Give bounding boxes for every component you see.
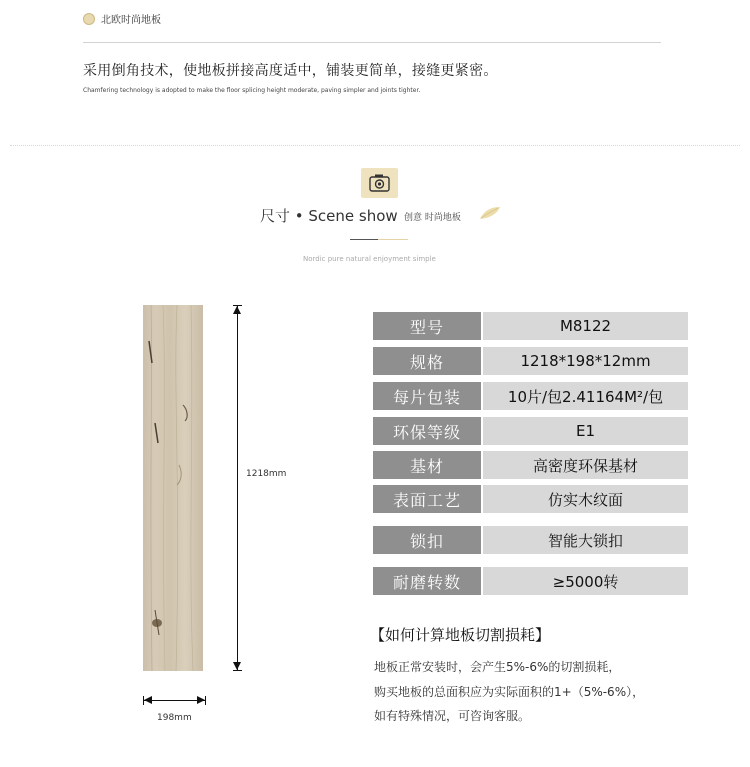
calc-title: 【如何计算地板切割损耗】 bbox=[370, 626, 551, 644]
calc-line: 地板正常安装时，会产生5%-6%的切割损耗， bbox=[374, 660, 621, 674]
arrow-up-icon bbox=[233, 306, 241, 314]
camera-icon bbox=[369, 173, 390, 192]
spec-value: 仿实木纹面 bbox=[483, 485, 688, 513]
spec-value: 1218*198*12mm bbox=[483, 347, 688, 375]
intro-text-cn: 采用倒角技术，使地板拼接高度适中，铺装更简单，接缝更紧密。 bbox=[83, 63, 498, 79]
spec-value: M8122 bbox=[483, 312, 688, 340]
spec-label: 锁扣 bbox=[373, 526, 481, 554]
brand-label: 北欧时尚地板 bbox=[101, 15, 161, 26]
spec-value: E1 bbox=[483, 417, 688, 445]
spec-label: 耐磨转数 bbox=[373, 567, 481, 595]
spec-label: 规格 bbox=[373, 347, 481, 375]
length-dimension-line bbox=[237, 306, 238, 670]
spec-row-substrate bbox=[373, 451, 688, 479]
spec-label: 每片包装 bbox=[373, 382, 481, 410]
spec-value: ≥5000转 bbox=[483, 567, 688, 595]
spec-label: 基材 bbox=[373, 451, 481, 479]
arrow-right-icon bbox=[197, 696, 205, 704]
length-label: 1218mm bbox=[246, 469, 287, 479]
spec-row-size bbox=[373, 347, 688, 375]
width-dimension-cap-right bbox=[205, 696, 206, 705]
spec-row-surface bbox=[373, 485, 688, 513]
spec-value: 智能大锁扣 bbox=[483, 526, 688, 554]
section-divider bbox=[10, 145, 740, 146]
leaf-icon bbox=[479, 206, 501, 220]
floor-plank-image bbox=[143, 305, 203, 671]
width-dimension-line bbox=[144, 700, 205, 701]
length-dimension-cap-bottom bbox=[233, 670, 242, 671]
scene-tagline: Nordic pure natural enjoyment simple bbox=[303, 255, 436, 263]
header-divider bbox=[83, 42, 661, 43]
spec-label: 环保等级 bbox=[373, 417, 481, 445]
calc-line: 如有特殊情况，可咨询客服。 bbox=[374, 709, 531, 723]
spec-value: 高密度环保基材 bbox=[483, 451, 688, 479]
spec-row-eco-grade bbox=[373, 417, 688, 445]
intro-text-en: Chamfering technology is adopted to make the floor splicing height moderate, paving simpler and joints tighter. bbox=[83, 87, 421, 94]
scene-title: 尺寸 • Scene show bbox=[260, 207, 398, 225]
width-label: 198mm bbox=[157, 713, 192, 723]
spec-label: 表面工艺 bbox=[373, 485, 481, 513]
arrow-down-icon bbox=[233, 662, 241, 670]
spec-label: 型号 bbox=[373, 312, 481, 340]
title-underline-accent bbox=[350, 239, 378, 240]
spec-row-wear bbox=[373, 567, 688, 595]
brand-dot-icon bbox=[83, 13, 95, 25]
arrow-left-icon bbox=[144, 696, 152, 704]
scene-subtitle: 创意 时尚地板 bbox=[404, 213, 461, 223]
spec-row-lock bbox=[373, 526, 688, 554]
calc-line: 购买地板的总面积应为实际面积的1+（5%-6%）， bbox=[374, 685, 645, 699]
spec-row-model bbox=[373, 312, 688, 340]
spec-value: 10片/包2.41164M²/包 bbox=[483, 382, 688, 410]
spec-row-packaging bbox=[373, 382, 688, 410]
camera-icon-box bbox=[361, 168, 398, 198]
